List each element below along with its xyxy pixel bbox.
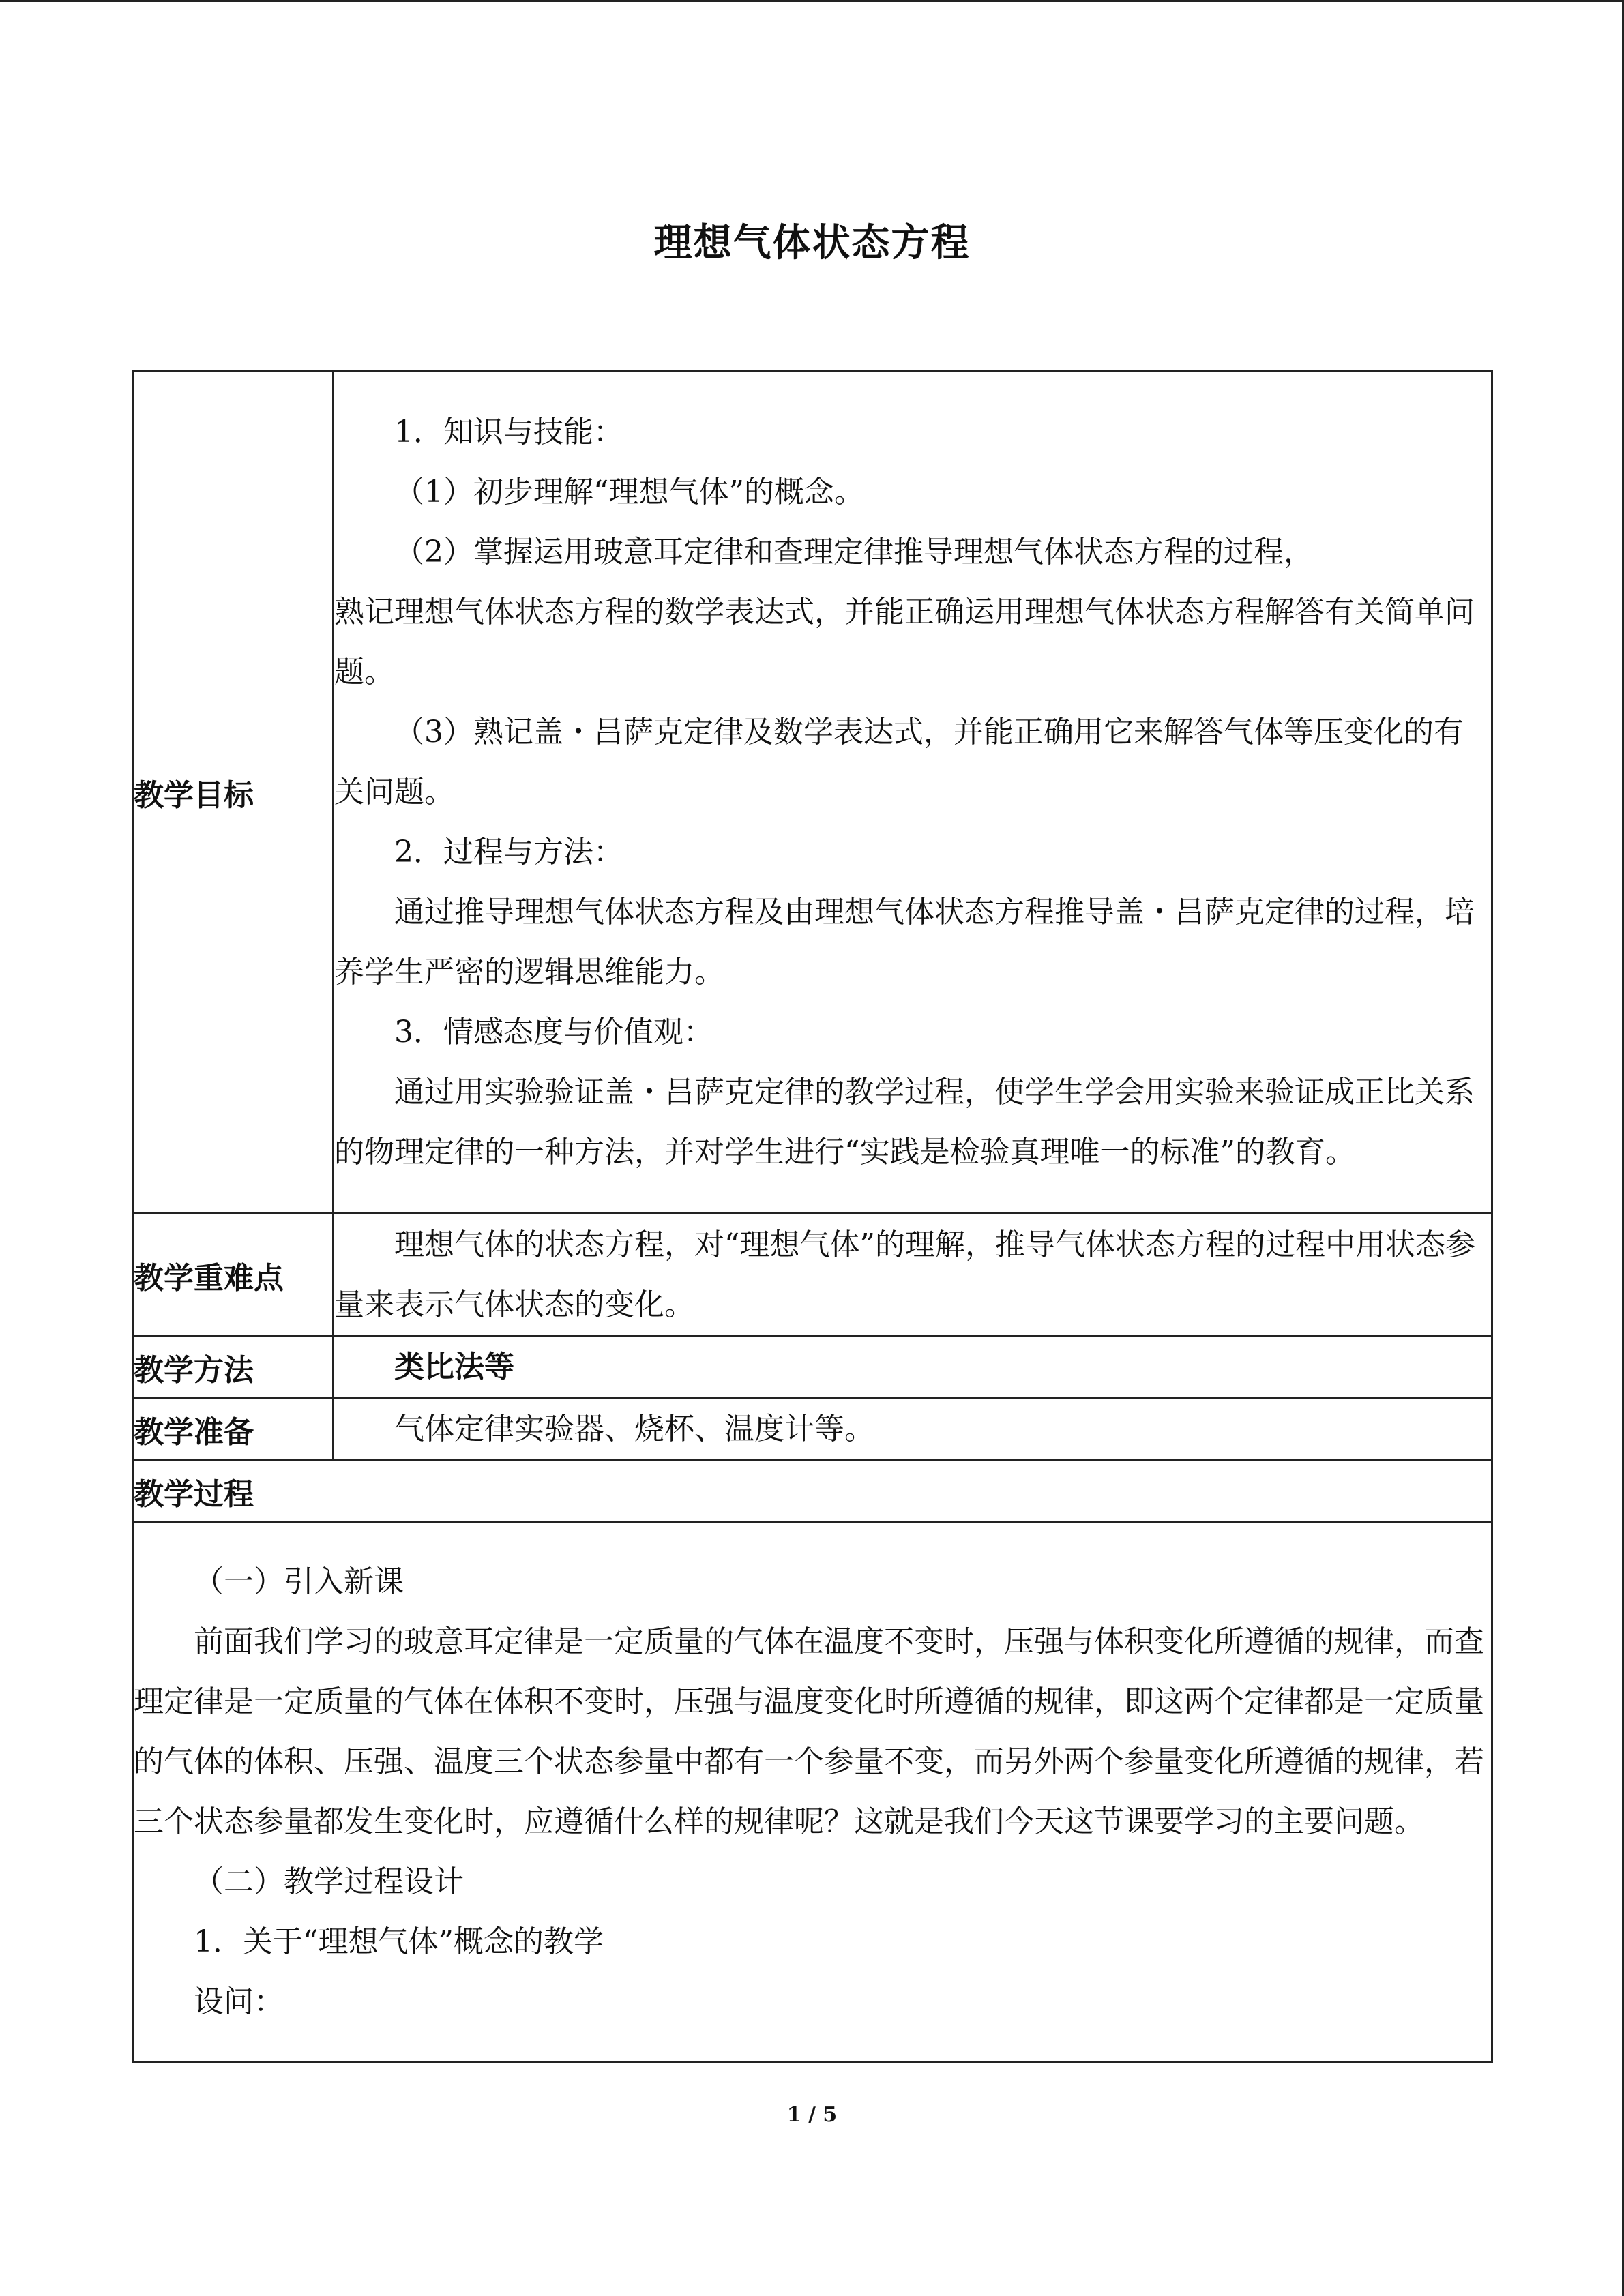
process-paragraph: 设问： <box>194 1984 284 2019</box>
key-points-row <box>133 1214 1492 1337</box>
objective-paragraph: （1）初步理解“理想气体”的概念。 <box>394 474 864 509</box>
preparation-text: 气体定律实验器、烧杯、温度计等。 <box>394 1412 874 1446</box>
key-points-text: 理想气体的状态方程，对“理想气体”的理解，推导气体状态方程的过程中用状态参量来表示气体状态的变化。 <box>334 1227 1475 1322</box>
objective-paragraph: 熟记理想气体状态方程的数学表达式，并能正确运用理想气体状态方程解答有关简单问题。 <box>334 594 1475 689</box>
preparation-row <box>133 1399 1492 1461</box>
method-content <box>334 1337 1492 1399</box>
objectives-content <box>334 371 1492 1214</box>
process-paragraph: （一）引入新课 <box>194 1564 404 1599</box>
objectives-label: 教学目标 <box>133 371 334 1214</box>
preparation-label: 教学准备 <box>133 1399 334 1461</box>
process-content <box>133 1522 1492 2062</box>
process-label: 教学过程 <box>133 1461 1492 1522</box>
process-paragraph: （二）教学过程设计 <box>194 1864 464 1899</box>
preparation-content <box>334 1399 1492 1461</box>
objective-paragraph: 3．情感态度与价值观： <box>394 1014 713 1049</box>
objectives-row <box>133 371 1492 1214</box>
objective-paragraph: （2）掌握运用玻意耳定律和查理定律推导理想气体状态方程的过程， <box>394 534 1314 569</box>
process-header-row <box>133 1461 1492 1522</box>
page-border-top <box>0 0 1624 2</box>
page-number: 1 / 5 <box>786 2103 838 2127</box>
lesson-plan-table <box>132 370 1493 2063</box>
key-points-label: 教学重难点 <box>133 1214 334 1337</box>
page-title: 理想气体状态方程 <box>653 220 971 265</box>
process-paragraph: 1．关于“理想气体”概念的教学 <box>194 1924 604 1959</box>
objective-paragraph: 1．知识与技能： <box>394 414 623 449</box>
method-row <box>133 1337 1492 1399</box>
objective-paragraph: 通过推导理想气体状态方程及由理想气体状态方程推导盖・吕萨克定律的过程，培养学生严密的逻辑思维能力。 <box>334 894 1475 989</box>
method-label: 教学方法 <box>133 1337 334 1399</box>
objective-paragraph: （3）熟记盖・吕萨克定律及数学表达式，并能正确用它来解答气体等压变化的有关问题。 <box>334 714 1464 809</box>
process-row <box>133 1522 1492 2062</box>
objective-paragraph: 2．过程与方法： <box>394 834 623 869</box>
key-points-content <box>334 1214 1492 1337</box>
objective-paragraph: 通过用实验验证盖・吕萨克定律的教学过程，使学生学会用实验来验证成正比关系的物理定律的一种方法，并对学生进行“实践是检验真理唯一的标准”的教育。 <box>334 1074 1475 1169</box>
method-text: 类比法等 <box>394 1350 514 1384</box>
process-paragraph: 前面我们学习的玻意耳定律是一定质量的气体在温度不变时，压强与体积变化所遵循的规律，而查理定律是一定质量的气体在体积不变时，压强与温度变化时所遵循的规律，即这两个定律都是一定质量的气体的体积、压强、温度三个状态参量中都有一个参量不变，而另外两个参量变化所遵循的规律，若三个状态参量都发生变化时，应遵循什么样的规律呢？这就是我们今天这节课要学习的主要问题。 <box>134 1624 1484 1839</box>
